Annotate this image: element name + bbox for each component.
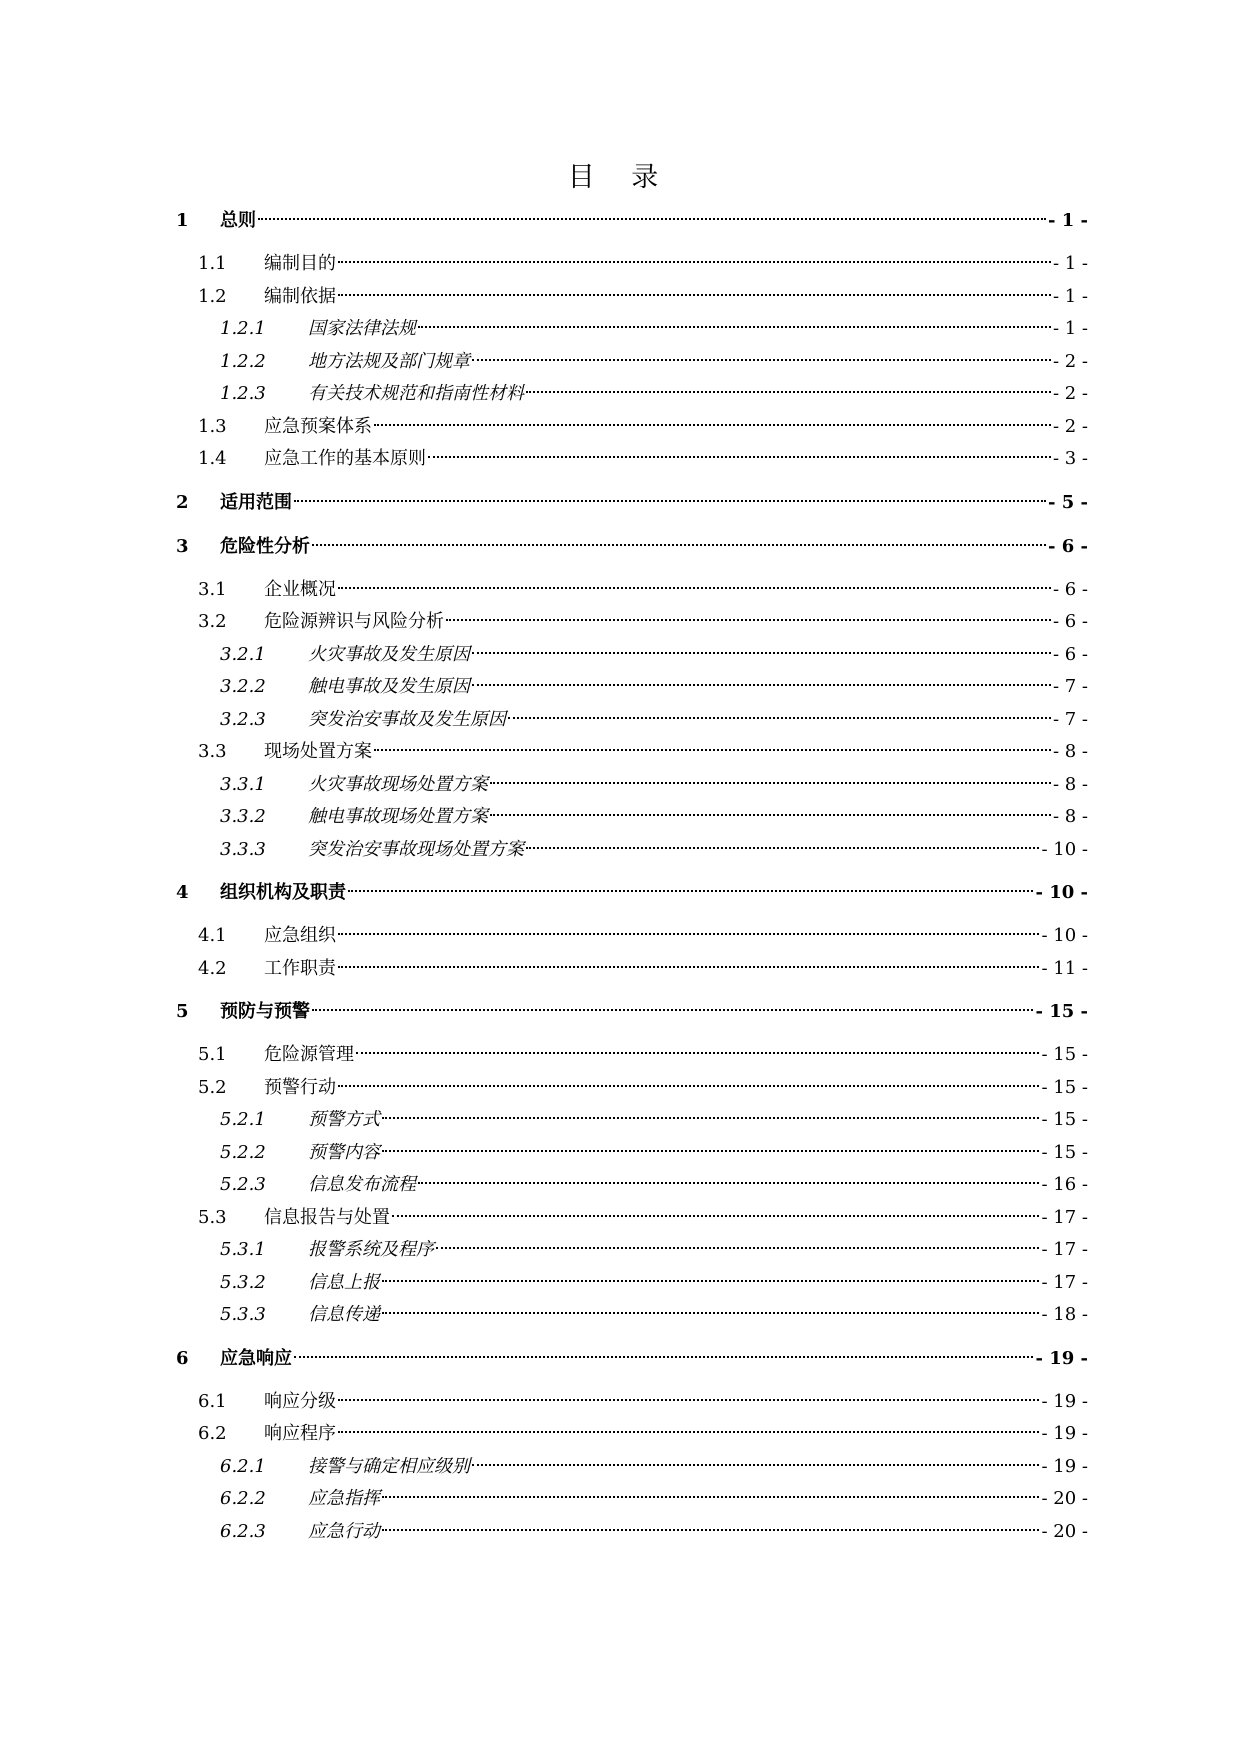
toc-entry-level-1[interactable] [176, 204, 1088, 238]
toc-dot-leader [382, 1496, 1039, 1498]
toc-entry-level-2[interactable] [176, 920, 1088, 953]
table-of-contents [176, 204, 1088, 1548]
toc-entry-level-2[interactable] [176, 411, 1088, 444]
toc-entry-page-number: - 15 - [1035, 1001, 1088, 1022]
toc-dot-leader [382, 1529, 1039, 1531]
toc-entry-page-number: - 17 - [1041, 1206, 1088, 1228]
toc-entry-number: 1.1 [198, 253, 227, 274]
toc-entry-page-number: - 11 - [1041, 957, 1088, 979]
toc-entry-title: 危险源管理 [264, 1044, 354, 1065]
toc-entry-number: 4.2 [198, 957, 227, 979]
toc-entry-level-2[interactable] [176, 1039, 1088, 1072]
toc-dot-leader [428, 456, 1051, 458]
toc-entry-number: 5.2 [198, 1076, 227, 1098]
toc-entry-title: 接警与确定相应级别 [308, 1455, 470, 1477]
toc-entry-page-number: - 1 - [1052, 253, 1088, 274]
toc-dot-leader [338, 587, 1051, 589]
toc-entry-title: 企业概况 [264, 578, 336, 600]
toc-entry-page-number: - 10 - [1041, 838, 1088, 860]
toc-entry-title: 有关技术规范和指南性材料 [308, 383, 524, 404]
toc-dot-leader [526, 847, 1039, 849]
toc-entry-title: 编制依据 [264, 285, 336, 307]
toc-entry-page-number: - 18 - [1041, 1304, 1088, 1325]
toc-dot-leader [382, 1150, 1039, 1152]
toc-entry-title: 危险源辨识与风险分析 [264, 611, 444, 632]
toc-dot-leader [338, 966, 1039, 968]
toc-dot-leader [508, 717, 1051, 719]
toc-entry-number: 3.2 [198, 611, 227, 632]
toc-entry-page-number: - 16 - [1041, 1174, 1088, 1195]
toc-dot-leader [338, 1399, 1039, 1401]
toc-entry-title: 应急指挥 [308, 1488, 380, 1509]
toc-entry-page-number: - 7 - [1052, 676, 1088, 697]
toc-entry-page-number: - 19 - [1041, 1390, 1088, 1412]
toc-entry-title: 突发治安事故现场处置方案 [308, 838, 524, 860]
toc-entry-number: 5.2.1 [220, 1109, 266, 1130]
toc-entry-number: 4.1 [198, 925, 227, 946]
toc-dot-leader [526, 391, 1051, 393]
toc-entry-title: 火灾事故及发生原因 [308, 643, 470, 665]
toc-entry-title: 编制目的 [264, 253, 336, 274]
toc-entry-title: 预警方式 [308, 1109, 380, 1130]
toc-entry-level-3[interactable] [176, 1451, 1088, 1484]
toc-entry-title: 响应分级 [264, 1390, 336, 1412]
toc-entry-title: 信息报告与处置 [264, 1206, 390, 1228]
toc-entry-title: 总则 [220, 210, 256, 231]
toc-entry-level-2[interactable] [176, 1072, 1088, 1105]
toc-entry-number: 6.1 [198, 1390, 227, 1412]
toc-entry-number: 6.2.3 [220, 1520, 266, 1542]
toc-entry-level-1[interactable] [176, 486, 1088, 520]
toc-entry-page-number: - 15 - [1041, 1109, 1088, 1130]
toc-entry-level-3[interactable] [176, 769, 1088, 802]
toc-entry-number: 1.2.3 [220, 383, 266, 404]
toc-dot-leader [338, 294, 1051, 296]
toc-entry-level-1[interactable] [176, 530, 1088, 564]
toc-entry-number: 1.2.1 [220, 318, 266, 339]
toc-entry-title: 现场处置方案 [264, 741, 372, 762]
toc-entry-level-3[interactable] [176, 1104, 1088, 1137]
toc-entry-level-3[interactable] [176, 1516, 1088, 1549]
toc-entry-level-2[interactable] [176, 574, 1088, 607]
toc-entry-title: 触电事故及发生原因 [308, 676, 470, 697]
toc-entry-level-3[interactable] [176, 704, 1088, 737]
toc-entry-title: 应急组织 [264, 925, 336, 946]
toc-entry-number: 6 [176, 1347, 189, 1369]
toc-entry-page-number: - 2 - [1052, 383, 1088, 404]
toc-entry-number: 1.3 [198, 415, 227, 437]
toc-entry-page-number: - 8 - [1052, 773, 1088, 795]
toc-entry-number: 1 [176, 210, 189, 231]
toc-entry-number: 5.3 [198, 1206, 227, 1228]
toc-entry-number: 5.3.2 [220, 1271, 266, 1293]
toc-dot-leader [436, 1247, 1039, 1249]
toc-dot-leader [472, 359, 1051, 361]
toc-entry-number: 5 [176, 1001, 189, 1022]
toc-dot-leader [338, 261, 1051, 263]
toc-entry-page-number: - 6 - [1052, 643, 1088, 665]
toc-entry-number: 5.1 [198, 1044, 227, 1065]
toc-entry-title: 信息发布流程 [308, 1174, 416, 1195]
toc-entry-level-2[interactable] [176, 443, 1088, 476]
toc-dot-leader [382, 1312, 1039, 1314]
toc-entry-number: 3.3 [198, 741, 227, 762]
toc-entry-level-3[interactable] [176, 1267, 1088, 1300]
toc-entry-number: 5.2.3 [220, 1174, 266, 1195]
toc-entry-number: 6.2.2 [220, 1488, 266, 1509]
toc-entry-level-3[interactable] [176, 1169, 1088, 1202]
toc-entry-number: 6.2.1 [220, 1455, 266, 1477]
toc-entry-level-3[interactable] [176, 1483, 1088, 1516]
toc-entry-level-2[interactable] [176, 953, 1088, 986]
toc-entry-title: 地方法规及部门规章 [308, 350, 470, 372]
toc-entry-level-2[interactable] [176, 1418, 1088, 1451]
toc-entry-level-3[interactable] [176, 1234, 1088, 1267]
toc-entry-page-number: - 6 - [1052, 611, 1088, 632]
toc-entry-page-number: - 17 - [1041, 1271, 1088, 1293]
toc-entry-page-number: - 19 - [1041, 1455, 1088, 1477]
toc-dot-leader [490, 782, 1051, 784]
toc-dot-leader [312, 1009, 1033, 1011]
toc-entry-level-3[interactable] [176, 313, 1088, 346]
toc-dot-leader [374, 749, 1051, 751]
toc-dot-leader [258, 218, 1046, 220]
toc-dot-leader [382, 1280, 1039, 1282]
toc-entry-level-3[interactable] [176, 834, 1088, 867]
toc-entry-page-number: - 2 - [1052, 415, 1088, 437]
toc-entry-title: 突发治安事故及发生原因 [308, 708, 506, 730]
toc-entry-number: 5.2.2 [220, 1141, 266, 1163]
toc-entry-page-number: - 1 - [1052, 318, 1088, 339]
toc-entry-page-number: - 19 - [1035, 1347, 1088, 1369]
toc-entry-title: 组织机构及职责 [220, 882, 346, 903]
toc-entry-level-2[interactable] [176, 1386, 1088, 1419]
toc-entry-number: 1.2 [198, 285, 227, 307]
toc-entry-page-number: - 8 - [1052, 806, 1088, 827]
toc-entry-number: 1.2.2 [220, 350, 266, 372]
toc-dot-leader [446, 619, 1051, 621]
toc-entry-number: 3.2.1 [220, 643, 266, 665]
toc-dot-leader [472, 1464, 1039, 1466]
toc-entry-page-number: - 8 - [1052, 741, 1088, 762]
toc-dot-leader [312, 544, 1046, 546]
toc-dot-leader [338, 1431, 1039, 1433]
toc-dot-leader [338, 1085, 1039, 1087]
toc-entry-page-number: - 1 - [1052, 285, 1088, 307]
toc-entry-level-3[interactable] [176, 1299, 1088, 1332]
toc-dot-leader [294, 1356, 1033, 1358]
toc-entry-number: 3.2.2 [220, 676, 266, 697]
toc-entry-level-2[interactable] [176, 281, 1088, 314]
toc-entry-number: 3.3.2 [220, 806, 266, 827]
toc-entry-level-2[interactable] [176, 606, 1088, 639]
toc-entry-title: 信息传递 [308, 1304, 380, 1325]
toc-dot-leader [472, 652, 1051, 654]
toc-entry-number: 4 [176, 882, 189, 903]
toc-entry-title: 应急工作的基本原则 [264, 448, 426, 469]
toc-entry-level-1[interactable] [176, 995, 1088, 1029]
toc-entry-level-1[interactable] [176, 876, 1088, 910]
toc-entry-level-3[interactable] [176, 378, 1088, 411]
toc-entry-page-number: - 17 - [1041, 1239, 1088, 1260]
toc-entry-title: 触电事故现场处置方案 [308, 806, 488, 827]
toc-entry-number: 5.3.3 [220, 1304, 266, 1325]
toc-entry-page-number: - 15 - [1041, 1141, 1088, 1163]
toc-entry-title: 应急行动 [308, 1520, 380, 1542]
toc-entry-title: 报警系统及程序 [308, 1239, 434, 1260]
toc-entry-level-3[interactable] [176, 346, 1088, 379]
toc-dot-leader [472, 684, 1051, 686]
toc-entry-page-number: - 10 - [1035, 882, 1088, 903]
toc-entry-number: 3.1 [198, 578, 227, 600]
toc-entry-title: 国家法律法规 [308, 318, 416, 339]
toc-entry-title: 响应程序 [264, 1423, 336, 1444]
toc-entry-page-number: - 10 - [1041, 925, 1088, 946]
toc-entry-page-number: - 2 - [1052, 350, 1088, 372]
toc-entry-title: 预警内容 [308, 1141, 380, 1163]
toc-entry-number: 6.2 [198, 1423, 227, 1444]
toc-dot-leader [490, 814, 1051, 816]
toc-entry-page-number: - 20 - [1041, 1488, 1088, 1509]
toc-dot-leader [338, 933, 1039, 935]
toc-entry-number: 5.3.1 [220, 1239, 266, 1260]
toc-entry-title: 应急预案体系 [264, 415, 372, 437]
toc-dot-leader [356, 1052, 1039, 1054]
toc-entry-title: 危险性分析 [220, 535, 310, 557]
toc-entry-page-number: - 19 - [1041, 1423, 1088, 1444]
toc-entry-page-number: - 6 - [1052, 578, 1088, 600]
toc-entry-level-3[interactable] [176, 801, 1088, 834]
toc-entry-title: 工作职责 [264, 957, 336, 979]
toc-entry-page-number: - 15 - [1041, 1044, 1088, 1065]
toc-entry-number: 3.3.1 [220, 773, 266, 795]
toc-entry-number: 3 [176, 535, 189, 557]
toc-entry-level-3[interactable] [176, 671, 1088, 704]
toc-dot-leader [294, 500, 1046, 502]
toc-entry-page-number: - 20 - [1041, 1520, 1088, 1542]
toc-entry-page-number: - 15 - [1041, 1076, 1088, 1098]
toc-entry-title: 应急响应 [220, 1347, 292, 1369]
toc-dot-leader [348, 890, 1033, 892]
toc-dot-leader [382, 1117, 1039, 1119]
toc-entry-number: 3.2.3 [220, 708, 266, 730]
toc-entry-level-3[interactable] [176, 1137, 1088, 1170]
toc-entry-page-number: - 3 - [1052, 448, 1088, 469]
toc-entry-page-number: - 5 - [1048, 491, 1088, 513]
toc-entry-page-number: - 1 - [1048, 210, 1088, 231]
toc-entry-level-2[interactable] [176, 1202, 1088, 1235]
toc-entry-title: 火灾事故现场处置方案 [308, 773, 488, 795]
page-title: 目 录 [567, 162, 673, 193]
toc-entry-title: 预防与预警 [220, 1001, 310, 1022]
toc-dot-leader [418, 326, 1051, 328]
toc-entry-title: 适用范围 [220, 491, 292, 513]
toc-dot-leader [374, 424, 1051, 426]
toc-entry-level-2[interactable] [176, 248, 1088, 281]
toc-entry-title: 信息上报 [308, 1271, 380, 1293]
toc-dot-leader [418, 1182, 1039, 1184]
toc-entry-page-number: - 6 - [1048, 535, 1088, 557]
toc-entry-title: 预警行动 [264, 1076, 336, 1098]
toc-dot-leader [392, 1215, 1039, 1217]
toc-entry-page-number: - 7 - [1052, 708, 1088, 730]
toc-entry-number: 1.4 [198, 448, 227, 469]
toc-entry-number: 2 [176, 491, 189, 513]
toc-entry-level-2[interactable] [176, 736, 1088, 769]
toc-entry-level-3[interactable] [176, 639, 1088, 672]
toc-entry-number: 3.3.3 [220, 838, 266, 860]
toc-entry-level-1[interactable] [176, 1342, 1088, 1376]
